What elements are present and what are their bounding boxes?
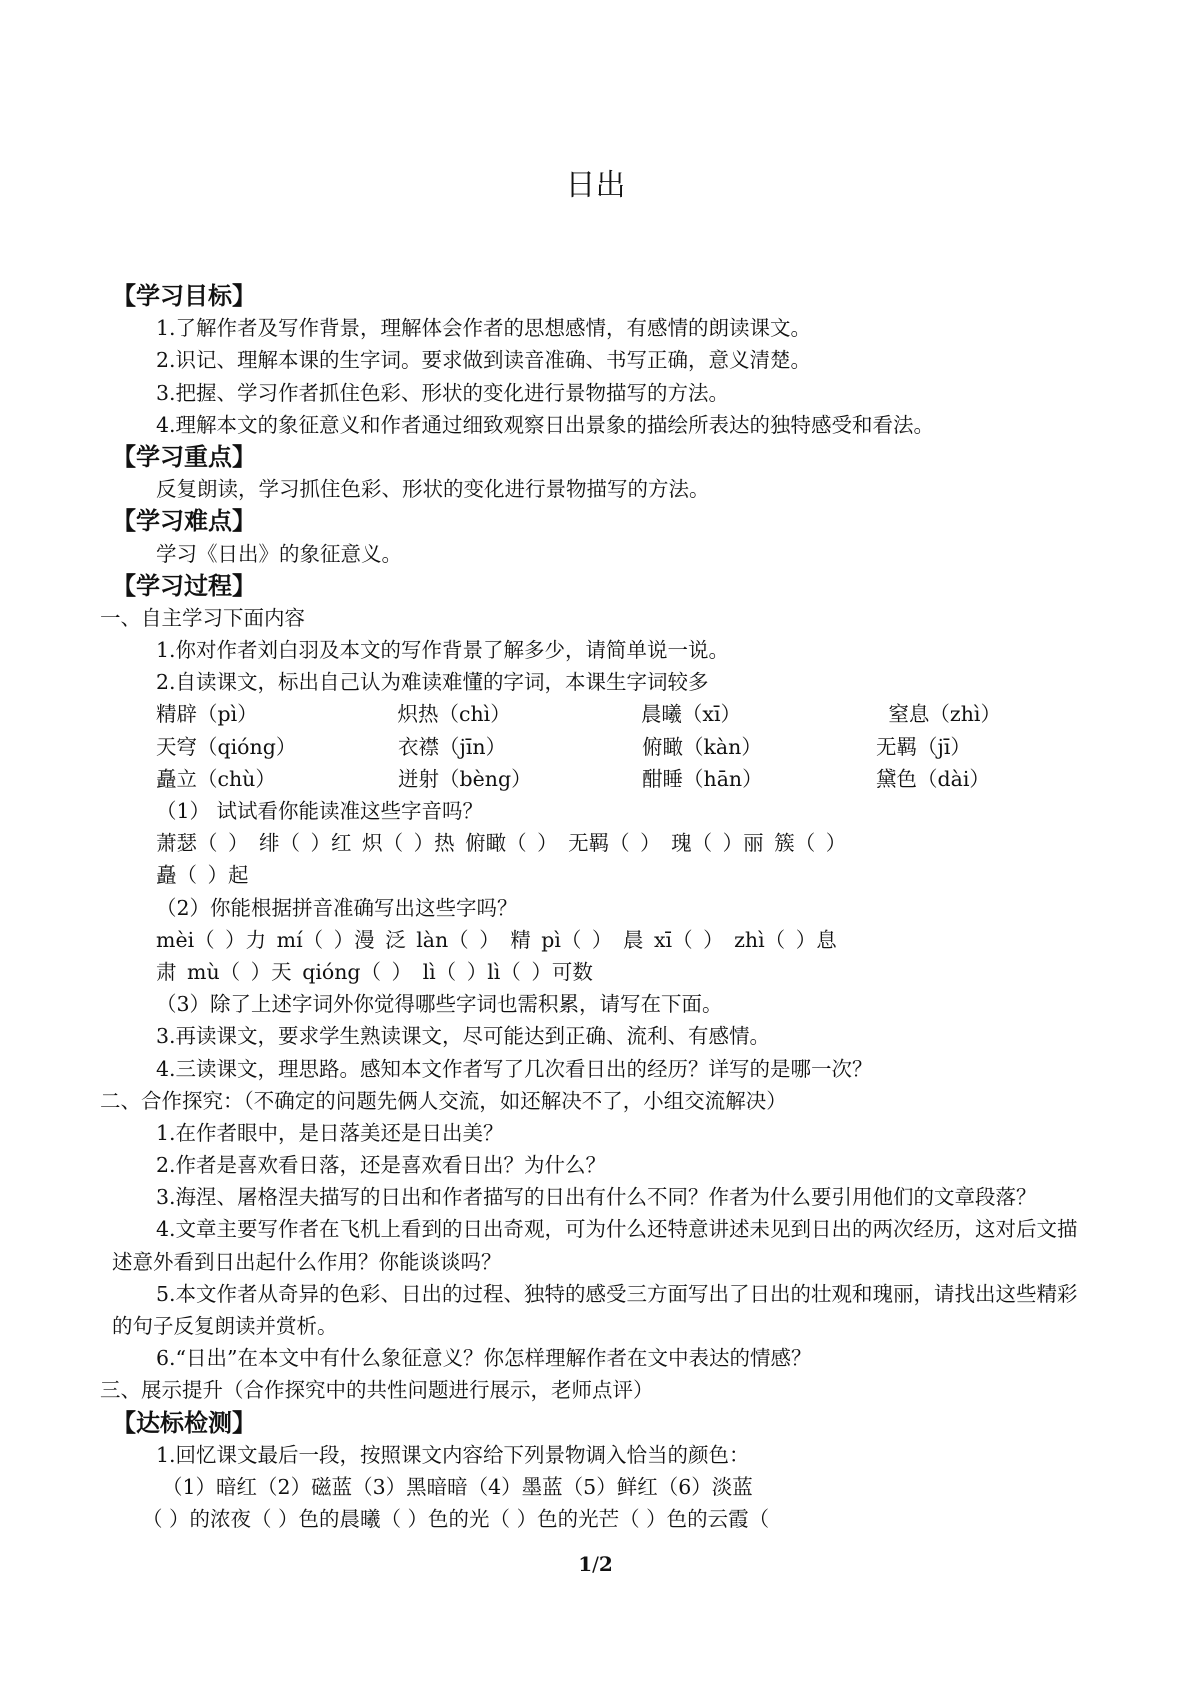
vocab-word: 迸射（bèng） — [398, 766, 532, 791]
vocab-row — [112, 731, 1088, 763]
vocab-word: 酣睡（hān） — [642, 766, 763, 791]
sub-question-1: （1） 试试看你能读准这些字音吗？ — [156, 799, 484, 823]
goals-heading: 【学习目标】 — [112, 282, 256, 310]
part1-q2: 2.自读课文，标出自己认为难读难懂的字词，本课生字词较多 — [156, 670, 709, 695]
document-body — [100, 280, 1088, 1535]
difficulty-text: 学习《日出》的象征意义。 — [156, 541, 402, 566]
part2-item: 6.“日出”在本文中有什么象征意义？你怎样理解作者在文中表达的情感？ — [156, 1346, 812, 1371]
key-text: 反复朗读，学习抓住色彩、形状的变化进行景物描写的方法。 — [156, 477, 710, 502]
vocab-row — [112, 698, 1088, 730]
vocab-word: 晨曦（xī） — [640, 702, 742, 727]
pinyin-line: mèi（ ）力 mí（ ）漫 泛 làn（ ） 精 pì（ ） 晨 xī（ ） zhì（ ）息 — [156, 927, 837, 952]
sub-question-2: （2）你能根据拼音准确写出这些字吗？ — [156, 895, 518, 920]
vocab-word: 天穹（qióng） — [156, 734, 297, 759]
vocab-word: 炽热（chì） — [397, 702, 511, 727]
part1-q1: 1.你对作者刘白羽及本文的写作背景了解多少，请简单说一说。 — [156, 638, 730, 663]
page-separator: / — [592, 1552, 599, 1576]
vocab-word: 无羁（jī） — [876, 734, 971, 759]
goal-item: 3.把握、学习作者抓住色彩、形状的变化进行景物描写的方法。 — [156, 380, 730, 405]
vocab-row — [112, 763, 1088, 795]
difficulty-heading: 【学习难点】 — [112, 507, 256, 536]
color-blanks: （ ）的浓夜（ ）色的晨曦（ ）色的光（ ）色的光芒（ ）色的云霞（ — [142, 1507, 770, 1532]
pronunciation-line: 矗（ ）起 — [156, 863, 249, 888]
part1-q4: 4.三读课文，理思路。感知本文作者写了几次看日出的经历？详写的是哪一次？ — [156, 1056, 873, 1081]
vocab-word: 黛色（dài） — [876, 766, 990, 791]
vocab-word: 衣襟（jīn） — [398, 734, 507, 759]
pinyin-line: 肃 mù（ ）天 qióng（ ） lì（ ）lì（ ）可数 — [156, 959, 593, 984]
vocab-word: 精辟（pì） — [156, 702, 258, 727]
pronunciation-line: 萧瑟（ ） 绯（ ）红 炽（ ）热 俯瞰（ ） 无羁（ ） 瑰（ ）丽 簇（ ） — [156, 831, 847, 856]
page-title: 日出 — [565, 168, 626, 203]
vocab-word: 窒息（zhì） — [888, 702, 1001, 727]
test-q1: 1.回忆课文最后一段，按照课文内容给下列景物调入恰当的颜色： — [156, 1442, 750, 1467]
process-heading: 【学习过程】 — [112, 571, 256, 600]
part1-q3: 3.再读课文，要求学生熟读课文，尽可能达到正确、流利、有感情。 — [156, 1024, 771, 1049]
color-options: （1）暗红（2）磁蓝（3）黑暗暗（4）墨蓝（5）鲜红（6）淡蓝 — [162, 1475, 753, 1500]
part2-item: 4.文章主要写作者在飞机上看到的日出奇观，可为什么还特意讲述未见到日出的两次经历，这对后文描述意外看到日出起什么作用？你能谈谈吗？ — [112, 1217, 1078, 1274]
key-heading: 【学习重点】 — [112, 442, 256, 471]
part3-title: 三、展示提升（合作探究中的共性问题进行展示，老师点评） — [100, 1378, 654, 1403]
part2-item: 2.作者是喜欢看日落，还是喜欢看日出？为什么？ — [156, 1153, 607, 1178]
current-page: 1 — [578, 1552, 593, 1576]
part2-item: 3.海涅、屠格涅夫描写的日出和作者描写的日出有什么不同？作者为什么要引用他们的文章段落？ — [156, 1185, 1037, 1210]
page-number — [0, 1552, 1191, 1576]
goal-item: 4.理解本文的象征意义和作者通过细致观察日出景象的描绘所表达的独特感受和看法。 — [156, 412, 935, 437]
goal-item: 2.识记、理解本课的生字词。要求做到读音准确、书写正确，意义清楚。 — [156, 348, 812, 373]
part2-item: 5.本文作者从奇异的色彩、日出的过程、独特的感受三方面写出了日出的壮观和瑰丽，请找出这些精彩的句子反复朗读并赏析。 — [112, 1281, 1078, 1339]
part2-item: 1.在作者眼中，是日落美还是日出美？ — [156, 1120, 504, 1145]
vocab-word: 俯瞰（kàn） — [642, 734, 762, 759]
goal-item: 1.了解作者及写作背景，理解体会作者的思想感情，有感情的朗读课文。 — [156, 316, 812, 341]
part2-title: 二、合作探究：（不确定的问题先俩人交流，如还解决不了，小组交流解决） — [100, 1088, 787, 1113]
total-pages: 2 — [598, 1552, 613, 1576]
sub-question-3: （3）除了上述字词外你觉得哪些字词也需积累，请写在下面。 — [156, 992, 723, 1017]
vocab-word: 矗立（chù） — [156, 766, 276, 791]
part1-title: 一、自主学习下面内容 — [100, 605, 305, 630]
test-heading: 【达标检测】 — [112, 1408, 256, 1437]
